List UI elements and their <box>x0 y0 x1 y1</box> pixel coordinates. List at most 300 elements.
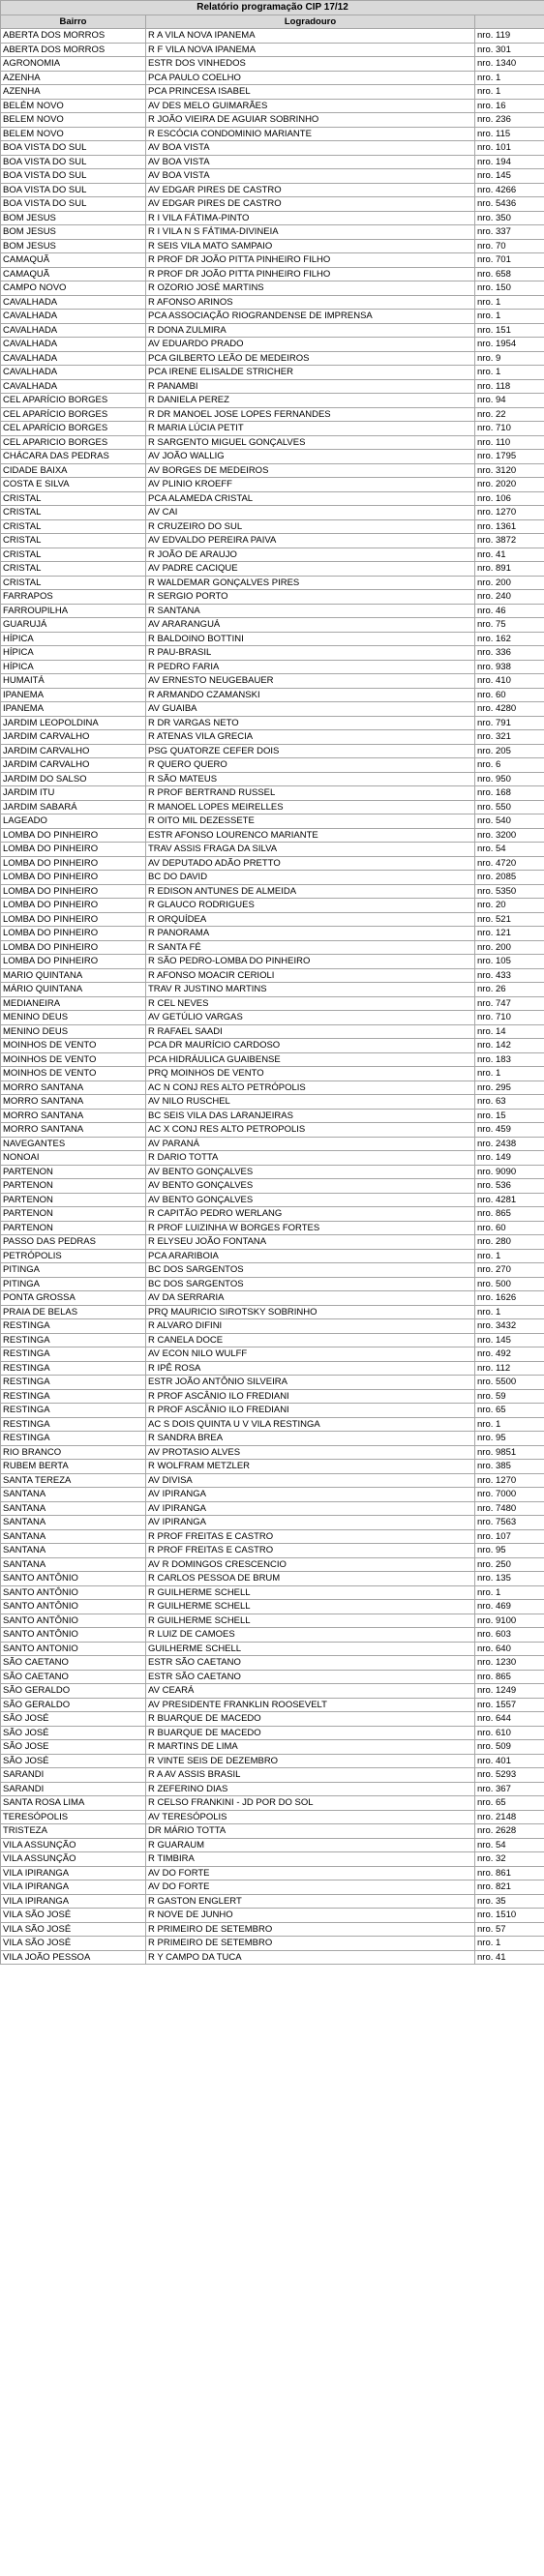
cell-bairro: MOINHOS DE VENTO <box>1 1067 146 1081</box>
cell-bairro: CEL APARÍCIO BORGES <box>1 407 146 422</box>
cell-numero: nro. 2020 <box>475 478 544 492</box>
cell-bairro: PITINGA <box>1 1277 146 1291</box>
cell-bairro: BELÉM NOVO <box>1 99 146 113</box>
cell-logradouro: R LUIZ DE CAMOES <box>146 1628 475 1643</box>
cell-bairro: CAMPO NOVO <box>1 281 146 296</box>
table-row <box>1 1361 544 1376</box>
cell-bairro: CAVALHADA <box>1 323 146 338</box>
cell-bairro: LOMBA DO PINHEIRO <box>1 828 146 843</box>
cell-numero: nro. 15 <box>475 1109 544 1123</box>
cell-numero: nro. 41 <box>475 1950 544 1965</box>
cell-bairro: MARIO QUINTANA <box>1 968 146 983</box>
cell-numero: nro. 1 <box>475 1305 544 1319</box>
cell-bairro: NONOAI <box>1 1151 146 1166</box>
table-row <box>1 155 544 169</box>
cell-bairro: RESTINGA <box>1 1432 146 1446</box>
table-row <box>1 127 544 141</box>
cell-bairro: CIDADE BAIXA <box>1 463 146 478</box>
table-row <box>1 491 544 506</box>
cell-logradouro: R I VILA FÁTIMA-PINTO <box>146 211 475 225</box>
cell-numero: nro. 65 <box>475 1404 544 1418</box>
cell-numero: nro. 1 <box>475 1067 544 1081</box>
cell-bairro: SÃO JOSE <box>1 1740 146 1755</box>
cell-logradouro: R PROF DR JOÃO PITTA PINHEIRO FILHO <box>146 267 475 281</box>
cell-logradouro: R NOVE DE JUNHO <box>146 1909 475 1923</box>
table-row <box>1 338 544 352</box>
table-row <box>1 1726 544 1740</box>
table-row <box>1 856 544 871</box>
cell-logradouro: AV PLINIO KROEFF <box>146 478 475 492</box>
table-row <box>1 1179 544 1194</box>
cell-logradouro: PRQ MOINHOS DE VENTO <box>146 1067 475 1081</box>
cell-logradouro: DR MÁRIO TOTTA <box>146 1824 475 1839</box>
cell-numero: nro. 710 <box>475 1011 544 1025</box>
table-row <box>1 1011 544 1025</box>
cell-logradouro: R A AV ASSIS BRASIL <box>146 1768 475 1783</box>
cell-numero: nro. 119 <box>475 29 544 44</box>
cell-numero: nro. 7563 <box>475 1516 544 1530</box>
table-row <box>1 225 544 240</box>
cell-logradouro: R I VILA N S FÁTIMA-DIVINEIA <box>146 225 475 240</box>
cell-logradouro: R DANIELA PEREZ <box>146 394 475 408</box>
table-row <box>1 1529 544 1544</box>
cell-logradouro: BC DOS SARGENTOS <box>146 1277 475 1291</box>
cell-bairro: CRISTAL <box>1 534 146 548</box>
cell-bairro: VILA SÃO JOSÉ <box>1 1937 146 1951</box>
table-row <box>1 1095 544 1110</box>
cell-numero: nro. 1510 <box>475 1909 544 1923</box>
table-row <box>1 828 544 843</box>
table-row <box>1 1824 544 1839</box>
table-row <box>1 940 544 955</box>
cell-logradouro: AV EDUARDO PRADO <box>146 338 475 352</box>
table-row <box>1 281 544 296</box>
table-row <box>1 1277 544 1291</box>
cell-bairro: MENINO DEUS <box>1 1024 146 1039</box>
table-row <box>1 310 544 324</box>
cell-numero: nro. 41 <box>475 548 544 562</box>
cell-numero: nro. 54 <box>475 1838 544 1852</box>
table-row <box>1 1445 544 1460</box>
table-row <box>1 1544 544 1558</box>
cell-bairro: SANTO ANTÔNIO <box>1 1600 146 1614</box>
cell-logradouro: R F VILA NOVA IPANEMA <box>146 43 475 57</box>
cell-numero: nro. 5350 <box>475 884 544 899</box>
cell-logradouro: AV EDGAR PIRES DE CASTRO <box>146 183 475 197</box>
table-row <box>1 1207 544 1222</box>
cell-bairro: CRISTAL <box>1 506 146 520</box>
cell-numero: nro. 3120 <box>475 463 544 478</box>
cell-numero: nro. 70 <box>475 239 544 253</box>
cell-logradouro: AV PARANÁ <box>146 1137 475 1151</box>
cell-bairro: MOINHOS DE VENTO <box>1 1052 146 1067</box>
cell-bairro: JARDIM CARVALHO <box>1 744 146 758</box>
cell-logradouro: R TIMBIRA <box>146 1852 475 1867</box>
title-row <box>1 1 544 15</box>
cell-logradouro: AV BOA VISTA <box>146 155 475 169</box>
table-row <box>1 884 544 899</box>
cell-bairro: GUARUJÁ <box>1 618 146 633</box>
cell-numero: nro. 63 <box>475 1095 544 1110</box>
cell-logradouro: R EDISON ANTUNES DE ALMEIDA <box>146 884 475 899</box>
cell-bairro: CAMAQUÃ <box>1 253 146 268</box>
cell-bairro: PARTENON <box>1 1179 146 1194</box>
cell-numero: nro. 658 <box>475 267 544 281</box>
cell-logradouro: PCA ARARIBOIA <box>146 1249 475 1263</box>
cell-logradouro: R CELSO FRANKINI - JD POR DO SOL <box>146 1796 475 1811</box>
cell-bairro: MENINO DEUS <box>1 1011 146 1025</box>
cell-bairro: JARDIM LEOPOLDINA <box>1 716 146 730</box>
cell-numero: nro. 32 <box>475 1852 544 1867</box>
cell-numero: nro. 747 <box>475 996 544 1011</box>
cell-numero: nro. 603 <box>475 1628 544 1643</box>
cell-numero: nro. 1270 <box>475 506 544 520</box>
cell-numero: nro. 500 <box>475 1277 544 1291</box>
table-row <box>1 323 544 338</box>
table-row <box>1 43 544 57</box>
cell-numero: nro. 540 <box>475 814 544 829</box>
cell-bairro: MORRO SANTANA <box>1 1109 146 1123</box>
cell-bairro: SÃO CAETANO <box>1 1656 146 1671</box>
cell-numero: nro. 469 <box>475 1600 544 1614</box>
cell-logradouro: AV BENTO GONÇALVES <box>146 1165 475 1179</box>
cell-numero: nro. 95 <box>475 1544 544 1558</box>
cell-bairro: SARANDI <box>1 1768 146 1783</box>
cell-logradouro: AV BOA VISTA <box>146 141 475 156</box>
cell-logradouro: R PROF DR JOÃO PITTA PINHEIRO FILHO <box>146 253 475 268</box>
cell-logradouro: R ZEFERINO DIAS <box>146 1782 475 1796</box>
cell-numero: nro. 5293 <box>475 1768 544 1783</box>
table-row <box>1 912 544 927</box>
table-body <box>1 29 544 1965</box>
cell-logradouro: R AFONSO MOACIR CERIOLI <box>146 968 475 983</box>
cell-logradouro: R PRIMEIRO DE SETEMBRO <box>146 1922 475 1937</box>
table-row <box>1 1796 544 1811</box>
cell-logradouro: R BUARQUE DE MACEDO <box>146 1712 475 1727</box>
cell-bairro: HÍPICA <box>1 646 146 661</box>
table-row <box>1 716 544 730</box>
cell-logradouro: PCA GILBERTO LEÃO DE MEDEIROS <box>146 351 475 366</box>
cell-bairro: SANTANA <box>1 1544 146 1558</box>
cell-numero: nro. 385 <box>475 1460 544 1474</box>
cell-bairro: LOMBA DO PINHEIRO <box>1 871 146 885</box>
table-row <box>1 1922 544 1937</box>
table-row <box>1 1909 544 1923</box>
cell-logradouro: AV DES MELO GUIMARÃES <box>146 99 475 113</box>
table-row <box>1 632 544 646</box>
cell-logradouro: R CRUZEIRO DO SUL <box>146 519 475 534</box>
table-row <box>1 1473 544 1488</box>
cell-logradouro: ESTR SÃO CAETANO <box>146 1656 475 1671</box>
cell-numero: nro. 95 <box>475 1432 544 1446</box>
cell-bairro: AZENHA <box>1 71 146 85</box>
table-row <box>1 1852 544 1867</box>
table-row <box>1 576 544 590</box>
cell-bairro: CAVALHADA <box>1 351 146 366</box>
table-row <box>1 295 544 310</box>
cell-bairro: SANTANA <box>1 1529 146 1544</box>
cell-numero: nro. 1 <box>475 1937 544 1951</box>
cell-numero: nro. 65 <box>475 1796 544 1811</box>
cell-logradouro: R GLAUCO RODRIGUES <box>146 899 475 913</box>
cell-logradouro: R GUARAUM <box>146 1838 475 1852</box>
cell-numero: nro. 151 <box>475 323 544 338</box>
table-row <box>1 1249 544 1263</box>
cell-bairro: SÃO GERALDO <box>1 1684 146 1699</box>
cell-logradouro: R PROF ASCÂNIO ILO FREDIANI <box>146 1404 475 1418</box>
cell-numero: nro. 3872 <box>475 534 544 548</box>
cell-bairro: CRISTAL <box>1 562 146 577</box>
cell-numero: nro. 337 <box>475 225 544 240</box>
table-row <box>1 674 544 689</box>
cell-numero: nro. 2085 <box>475 871 544 885</box>
cell-logradouro: R ESCÓCIA CONDOMINIO MARIANTE <box>146 127 475 141</box>
table-row <box>1 1782 544 1796</box>
cell-numero: nro. 367 <box>475 1782 544 1796</box>
cell-numero: nro. 644 <box>475 1712 544 1727</box>
cell-bairro: RESTINGA <box>1 1389 146 1404</box>
cell-logradouro: R PROF ASCÂNIO ILO FREDIANI <box>146 1389 475 1404</box>
cell-bairro: PRAIA DE BELAS <box>1 1305 146 1319</box>
cell-logradouro: R A VILA NOVA IPANEMA <box>146 29 475 44</box>
table-row <box>1 1432 544 1446</box>
cell-logradouro: AV BORGES DE MEDEIROS <box>146 463 475 478</box>
cell-numero: nro. 250 <box>475 1557 544 1572</box>
cell-logradouro: R RAFAEL SAADI <box>146 1024 475 1039</box>
cell-logradouro: R OITO MIL DEZESSETE <box>146 814 475 829</box>
cell-logradouro: AV IPIRANGA <box>146 1516 475 1530</box>
cell-logradouro: R ELYSEU JOÃO FONTANA <box>146 1235 475 1250</box>
cell-bairro: BOA VISTA DO SUL <box>1 141 146 156</box>
cell-bairro: JARDIM DO SALSO <box>1 772 146 786</box>
cell-numero: nro. 865 <box>475 1207 544 1222</box>
cell-logradouro: AV DIVISA <box>146 1473 475 1488</box>
cell-logradouro: PSG QUATORZE CEFER DOIS <box>146 744 475 758</box>
table-row <box>1 1024 544 1039</box>
table-row <box>1 1376 544 1390</box>
table-row <box>1 1347 544 1362</box>
table-row <box>1 814 544 829</box>
table-row <box>1 1642 544 1656</box>
cell-numero: nro. 105 <box>475 955 544 969</box>
table-row <box>1 1768 544 1783</box>
cell-logradouro: R SÃO PEDRO-LOMBA DO PINHEIRO <box>146 955 475 969</box>
table-row <box>1 843 544 857</box>
cell-bairro: JARDIM CARVALHO <box>1 758 146 773</box>
cell-logradouro: PCA IRENE ELISALDE STRICHER <box>146 366 475 380</box>
cell-numero: nro. 3432 <box>475 1319 544 1334</box>
cell-numero: nro. 9100 <box>475 1614 544 1628</box>
cell-bairro: VILA JOÃO PESSOA <box>1 1950 146 1965</box>
table-row <box>1 435 544 450</box>
cell-logradouro: AV DO FORTE <box>146 1880 475 1895</box>
cell-bairro: IPANEMA <box>1 688 146 702</box>
cell-numero: nro. 536 <box>475 1179 544 1194</box>
cell-logradouro: BC DO DAVID <box>146 871 475 885</box>
cell-bairro: BELEM NOVO <box>1 113 146 128</box>
cell-numero: nro. 521 <box>475 912 544 927</box>
cell-bairro: TERESÓPOLIS <box>1 1810 146 1824</box>
cell-bairro: JARDIM ITU <box>1 786 146 801</box>
cell-numero: nro. 938 <box>475 660 544 674</box>
cell-logradouro: AV ARARANGUÁ <box>146 618 475 633</box>
table-row <box>1 1894 544 1909</box>
cell-logradouro: PCA ALAMEDA CRISTAL <box>146 491 475 506</box>
cell-numero: nro. 610 <box>475 1726 544 1740</box>
cell-bairro: LOMBA DO PINHEIRO <box>1 843 146 857</box>
cell-logradouro: R ALVARO DIFINI <box>146 1319 475 1334</box>
table-row <box>1 1165 544 1179</box>
cell-numero: nro. 1 <box>475 295 544 310</box>
cell-numero: nro. 16 <box>475 99 544 113</box>
cell-logradouro: AV NILO RUSCHEL <box>146 1095 475 1110</box>
cell-numero: nro. 2438 <box>475 1137 544 1151</box>
table-row <box>1 1614 544 1628</box>
cell-logradouro: GUILHERME SCHELL <box>146 1642 475 1656</box>
table-row <box>1 1488 544 1502</box>
table-row <box>1 183 544 197</box>
cell-numero: nro. 791 <box>475 716 544 730</box>
cell-bairro: FARROUPILHA <box>1 604 146 618</box>
cell-numero: nro. 94 <box>475 394 544 408</box>
cell-logradouro: AV DA SERRARIA <box>146 1291 475 1306</box>
cell-logradouro: AV EDGAR PIRES DE CASTRO <box>146 197 475 212</box>
cell-numero: nro. 1270 <box>475 1473 544 1488</box>
cell-bairro: CAMAQUÃ <box>1 267 146 281</box>
cell-numero: nro. 1626 <box>475 1291 544 1306</box>
cell-numero: nro. 1 <box>475 1249 544 1263</box>
cell-numero: nro. 509 <box>475 1740 544 1755</box>
table-row <box>1 1319 544 1334</box>
table-row <box>1 407 544 422</box>
cell-numero: nro. 5500 <box>475 1376 544 1390</box>
cell-numero: nro. 1 <box>475 366 544 380</box>
cell-numero: nro. 22 <box>475 407 544 422</box>
cell-numero: nro. 101 <box>475 141 544 156</box>
table-row <box>1 1123 544 1138</box>
cell-bairro: CRISTAL <box>1 548 146 562</box>
cell-logradouro: R PRIMEIRO DE SETEMBRO <box>146 1937 475 1951</box>
cell-logradouro: AV PROTASIO ALVES <box>146 1445 475 1460</box>
cell-logradouro: R SANDRA BREA <box>146 1432 475 1446</box>
cell-numero: nro. 1361 <box>475 519 544 534</box>
table-row <box>1 786 544 801</box>
cell-logradouro: R PROF BERTRAND RUSSEL <box>146 786 475 801</box>
cell-bairro: FARRAPOS <box>1 590 146 605</box>
table-row <box>1 646 544 661</box>
cell-numero: nro. 4720 <box>475 856 544 871</box>
cell-numero: nro. 280 <box>475 1235 544 1250</box>
cell-logradouro: R BALDOINO BOTTINI <box>146 632 475 646</box>
table-row <box>1 1417 544 1432</box>
table-row <box>1 660 544 674</box>
cell-numero: nro. 142 <box>475 1039 544 1053</box>
cell-bairro: CAVALHADA <box>1 366 146 380</box>
cell-numero: nro. 2628 <box>475 1824 544 1839</box>
table-row <box>1 29 544 44</box>
table-row <box>1 1109 544 1123</box>
cell-logradouro: AC N CONJ RES ALTO PETRÓPOLIS <box>146 1081 475 1095</box>
cell-numero: nro. 4280 <box>475 702 544 717</box>
cell-numero: nro. 1954 <box>475 338 544 352</box>
table-row <box>1 955 544 969</box>
cell-logradouro: AV PADRE CACIQUE <box>146 562 475 577</box>
table-row <box>1 758 544 773</box>
cell-numero: nro. 433 <box>475 968 544 983</box>
cell-logradouro: TRAV ASSIS FRAGA DA SILVA <box>146 843 475 857</box>
cell-logradouro: PCA ASSOCIAÇÃO RIOGRANDENSE DE IMPRENSA <box>146 310 475 324</box>
cell-logradouro: BC SEIS VILA DAS LARANJEIRAS <box>146 1109 475 1123</box>
table-row <box>1 996 544 1011</box>
table-row <box>1 267 544 281</box>
cell-logradouro: R JOÃO VIEIRA DE AGUIAR SOBRINHO <box>146 113 475 128</box>
cell-logradouro: ESTR SÃO CAETANO <box>146 1670 475 1684</box>
cell-numero: nro. 4281 <box>475 1193 544 1207</box>
cell-logradouro: R AFONSO ARINOS <box>146 295 475 310</box>
cell-numero: nro. 26 <box>475 983 544 997</box>
cell-logradouro: ESTR DOS VINHEDOS <box>146 57 475 72</box>
cell-logradouro: PCA PAULO COELHO <box>146 71 475 85</box>
cell-numero: nro. 9 <box>475 351 544 366</box>
cell-numero: nro. 1 <box>475 310 544 324</box>
cell-numero: nro. 149 <box>475 1151 544 1166</box>
cell-bairro: SÃO GERALDO <box>1 1698 146 1712</box>
table-row <box>1 99 544 113</box>
cell-bairro: VILA ASSUNÇÃO <box>1 1852 146 1867</box>
cell-bairro: IPANEMA <box>1 702 146 717</box>
cell-bairro: BOA VISTA DO SUL <box>1 155 146 169</box>
cell-numero: nro. 200 <box>475 940 544 955</box>
cell-logradouro: R MARTINS DE LIMA <box>146 1740 475 1755</box>
cell-bairro: LOMBA DO PINHEIRO <box>1 912 146 927</box>
cell-numero: nro. 6 <box>475 758 544 773</box>
table-row <box>1 1866 544 1880</box>
cell-logradouro: R DR MANOEL JOSE LOPES FERNANDES <box>146 407 475 422</box>
cell-logradouro: R DARIO TOTTA <box>146 1151 475 1166</box>
cell-numero: nro. 9851 <box>475 1445 544 1460</box>
cell-numero: nro. 821 <box>475 1880 544 1895</box>
cell-bairro: RESTINGA <box>1 1404 146 1418</box>
cell-bairro: CHÁCARA DAS PEDRAS <box>1 450 146 464</box>
cell-numero: nro. 295 <box>475 1081 544 1095</box>
cell-numero: nro. 1 <box>475 85 544 100</box>
cell-bairro: CAVALHADA <box>1 295 146 310</box>
cell-numero: nro. 135 <box>475 1572 544 1586</box>
cell-logradouro: R CEL NEVES <box>146 996 475 1011</box>
table-row <box>1 1052 544 1067</box>
cell-logradouro: R GUILHERME SCHELL <box>146 1600 475 1614</box>
table-row <box>1 1137 544 1151</box>
cell-logradouro: R SERGIO PORTO <box>146 590 475 605</box>
cell-logradouro: AV BENTO GONÇALVES <box>146 1193 475 1207</box>
cell-numero: nro. 14 <box>475 1024 544 1039</box>
cell-bairro: MÁRIO QUINTANA <box>1 983 146 997</box>
cell-logradouro: PCA DR MAURÍCIO CARDOSO <box>146 1039 475 1053</box>
cell-numero: nro. 710 <box>475 422 544 436</box>
table-row <box>1 169 544 184</box>
cell-bairro: ABERTA DOS MORROS <box>1 29 146 44</box>
cell-logradouro: R PROF FREITAS E CASTRO <box>146 1544 475 1558</box>
table-row <box>1 1501 544 1516</box>
cell-logradouro: AV EDVALDO PEREIRA PAIVA <box>146 534 475 548</box>
cell-logradouro: AV IPIRANGA <box>146 1501 475 1516</box>
table-row <box>1 1193 544 1207</box>
cell-bairro: RESTINGA <box>1 1361 146 1376</box>
cell-bairro: CAVALHADA <box>1 379 146 394</box>
cell-numero: nro. 701 <box>475 253 544 268</box>
cell-numero: nro. 1230 <box>475 1656 544 1671</box>
cell-numero: nro. 57 <box>475 1922 544 1937</box>
